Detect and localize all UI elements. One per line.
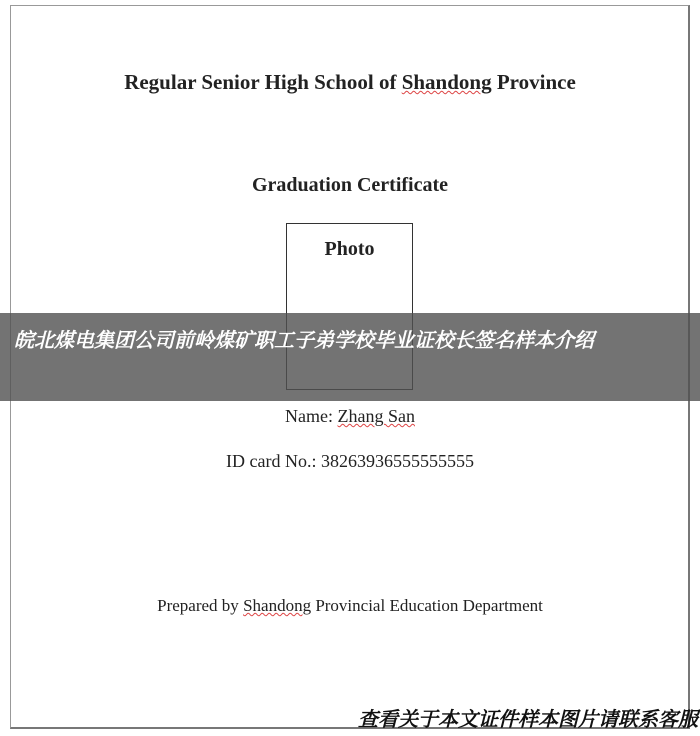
name-line [0,406,700,427]
id-label: ID card No.: [226,451,321,471]
name-value: Zhang San [337,406,415,426]
prepared-by [0,596,700,616]
prepared-prefix: Prepared by [157,596,244,615]
school-province: Shandong [401,70,492,94]
id-line [0,451,700,472]
school-suffix: Province [491,70,576,94]
prepared-province: Shandong [243,596,312,615]
school-prefix: Regular Senior High School of [124,70,402,94]
name-label: Name: [285,406,338,426]
school-name [0,70,700,95]
prepared-suffix: Provincial Education Department [311,596,543,615]
footer-note: 查看关于本文证件样本图片请联系客服 [358,707,698,731]
id-value: 38263936555555555 [320,451,474,471]
overlay-title: 皖北煤电集团公司前岭煤矿职工子弟学校毕业证校长签名样本介绍 [14,328,594,352]
photo-label: Photo [324,238,375,260]
certificate-title: Graduation Certificate [251,174,449,196]
overlay-banner [0,313,700,401]
